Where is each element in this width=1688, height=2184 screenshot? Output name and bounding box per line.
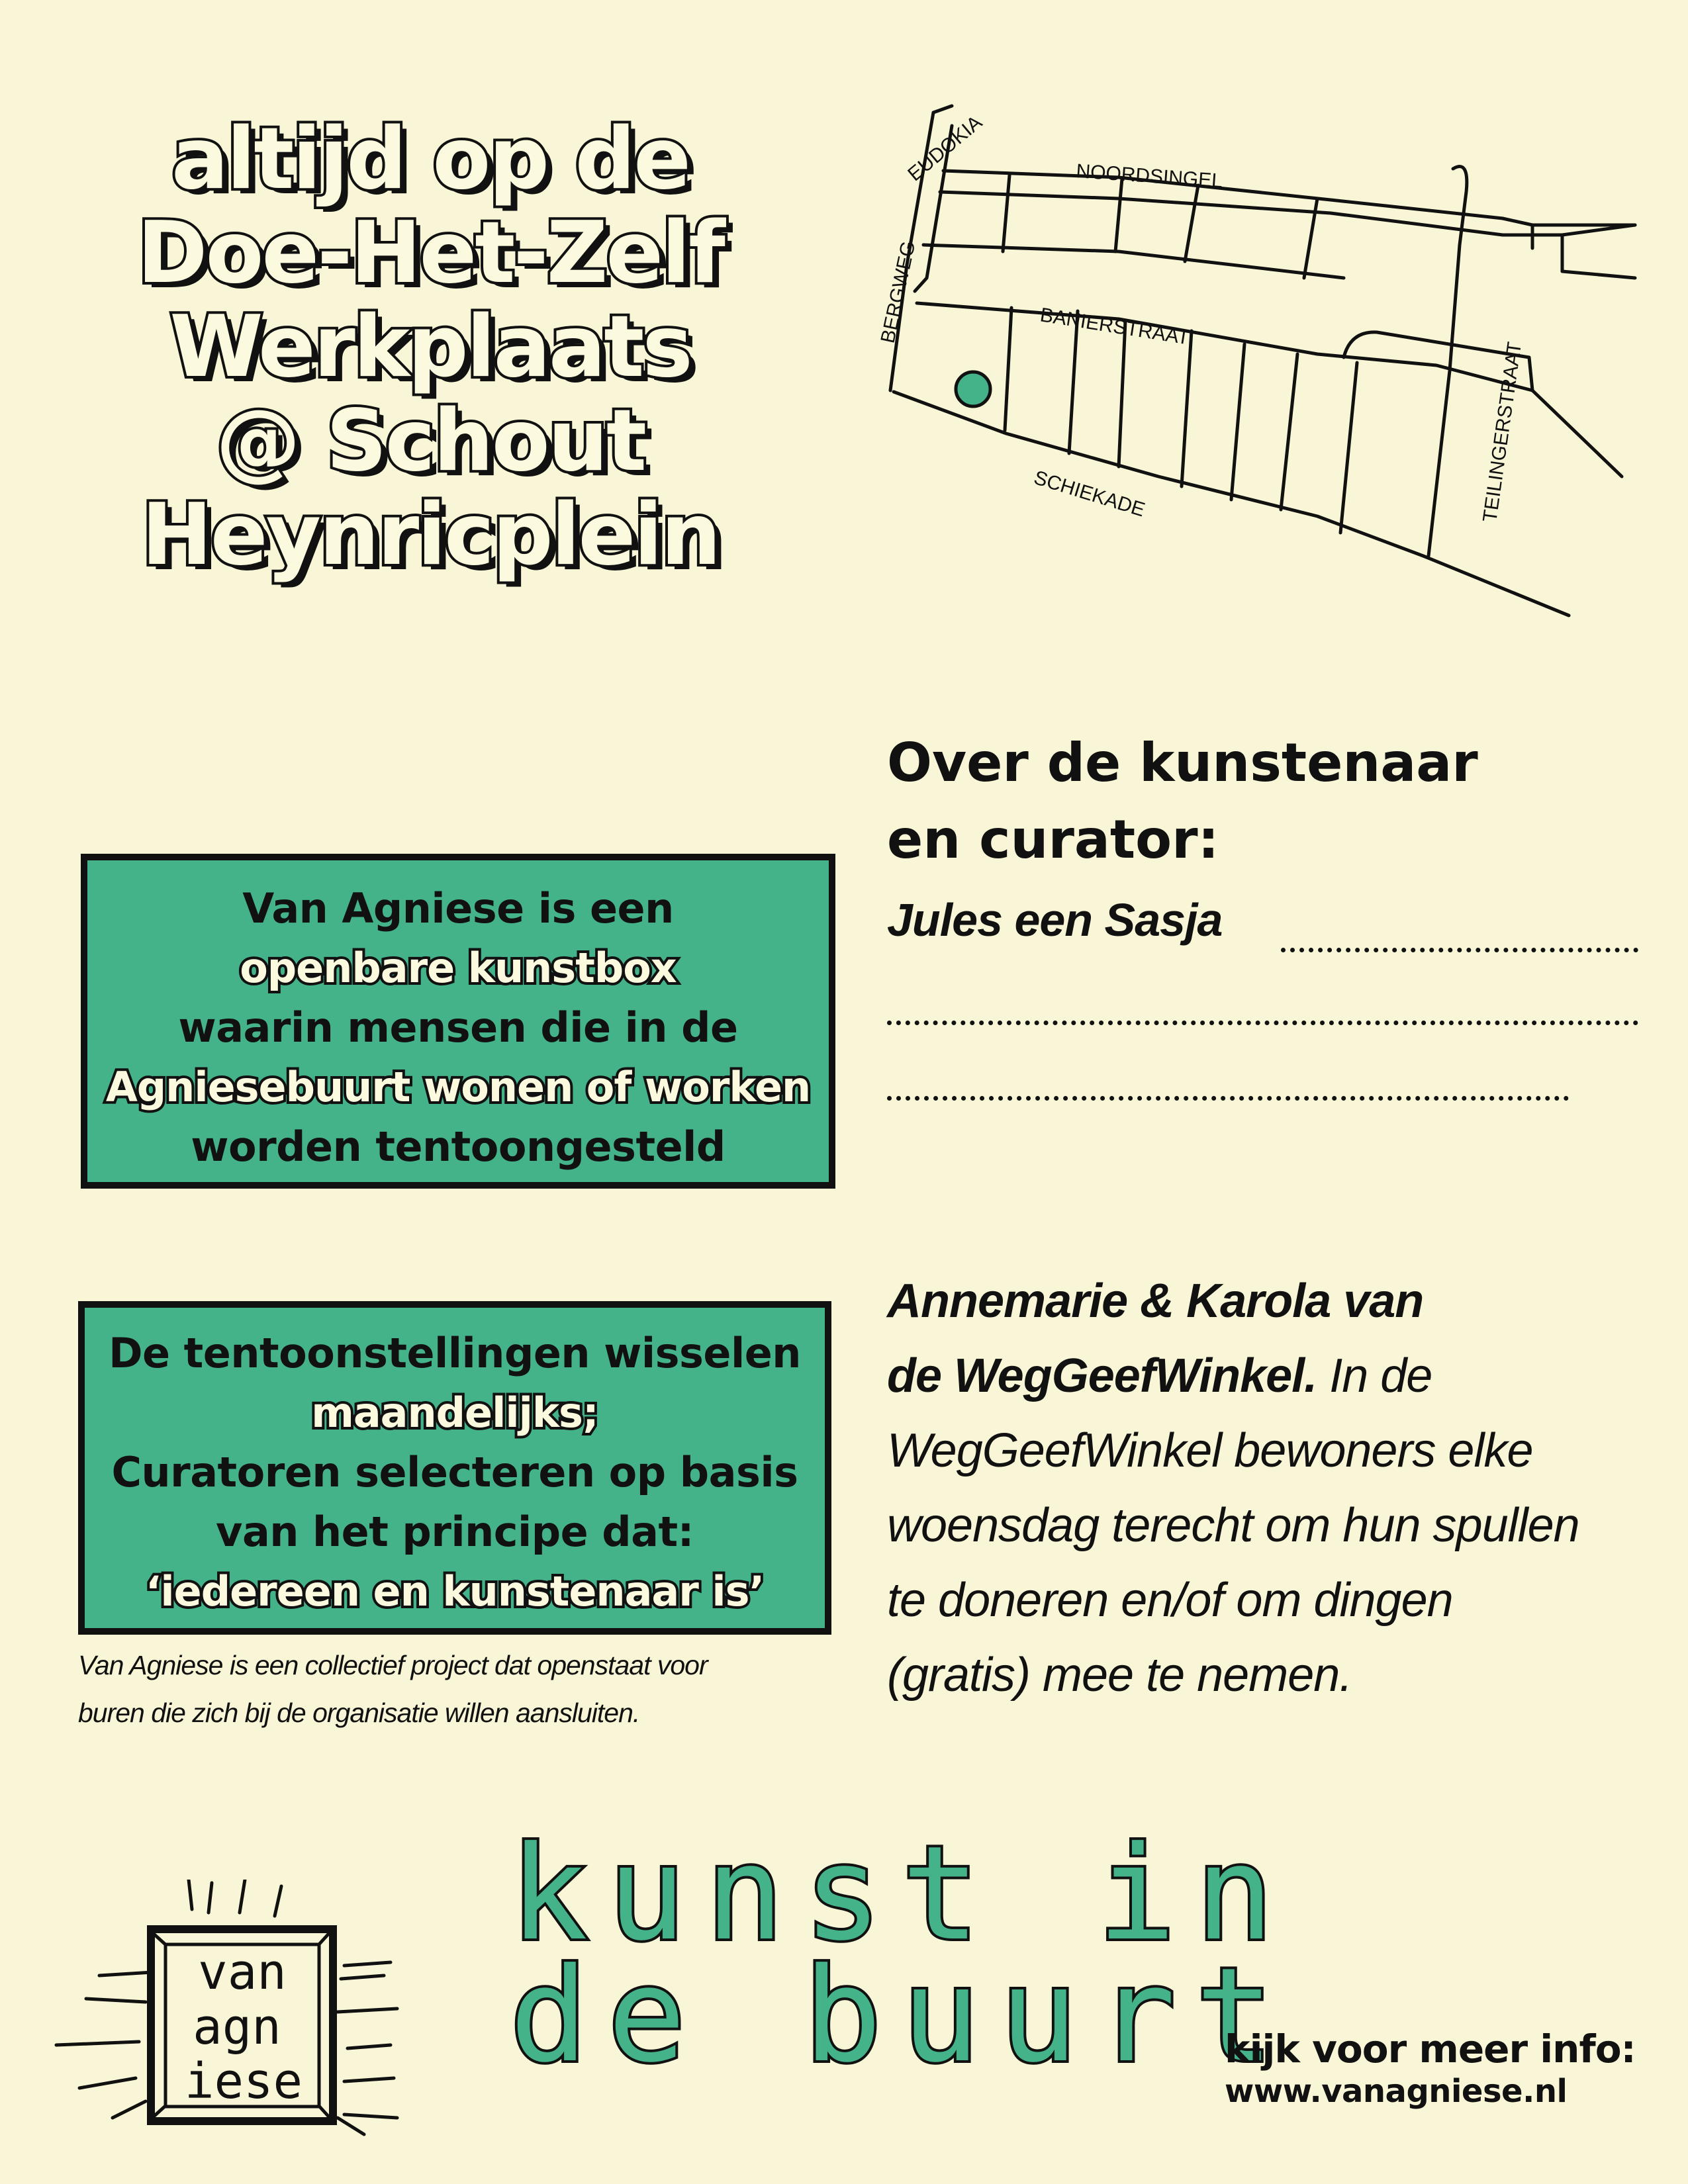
headline-line-1: altijd op de <box>171 110 689 208</box>
curator-text-5: (gratis) mee te nemen. <box>887 1649 1352 1702</box>
curator-paragraph <box>887 1264 1668 1713</box>
box1-line-2: openbare kunstbox <box>240 944 677 992</box>
location-marker <box>956 372 990 406</box>
dotted-line <box>1281 948 1638 952</box>
website-link[interactable]: www.vanagniese.nl <box>1225 2073 1568 2110</box>
logo-line-2: agn <box>193 1999 281 2056</box>
logo-line-1: van <box>198 1944 287 2001</box>
tagline-line-2: de buurt <box>510 1940 1294 2091</box>
box1-line-5: worden tentoongesteld <box>191 1122 726 1171</box>
note-line-1: Van Agniese is een collectief project dat openstaat voor <box>78 1650 708 1680</box>
curator-text-3: woensdag terecht om hun spullen <box>887 1499 1579 1552</box>
curator-text-4: te doneren en/of om dingen <box>887 1574 1453 1627</box>
info-box-kunstbox <box>81 854 835 1189</box>
logo-line-3: iese <box>184 2053 303 2110</box>
street-map <box>841 93 1648 622</box>
curator-text-1: In de <box>1317 1349 1432 1402</box>
map-label-teilingerstraat: TEILINGERSTRAAT <box>1479 340 1526 523</box>
headline-line-3: Werkplaats <box>169 298 691 396</box>
info-box-tentoonstellingen <box>78 1301 831 1635</box>
headline-line-5: Heynricplein <box>141 486 720 584</box>
more-info <box>1225 2025 1681 2110</box>
box2-line-3: Curatoren selecteren op basis <box>111 1448 798 1496</box>
van-agniese-logo <box>53 1880 450 2144</box>
about-heading <box>887 725 1648 878</box>
map-label-noordsingel: NOORDSINGEL <box>1075 160 1223 193</box>
box2-line-4: van het principe dat: <box>216 1508 694 1556</box>
dotted-line <box>887 1021 1638 1025</box>
tagline-line-1: kunst in <box>510 1819 1294 1970</box>
map-label-banierstraat: BANIERSTRAAT <box>1038 304 1192 349</box>
collective-note <box>78 1641 846 1737</box>
tagline <box>510 1819 1294 2091</box>
headline-line-2: Doe-Het-Zelf <box>137 204 724 302</box>
more-info-title: kijk voor meer info: <box>1225 2026 1636 2071</box>
map-label-schiekade: SCHIEKADE <box>1031 467 1148 522</box>
box1-line-4: Agniesebuurt wonen of worken <box>105 1063 811 1111</box>
box1-line-3: waarin mensen die in de <box>178 1003 738 1052</box>
artist-name: Jules een Sasja <box>887 894 1223 946</box>
curator-name-line-2: de WegGeefWinkel. <box>887 1349 1317 1402</box>
headline-line-4: @ Schout <box>216 392 645 490</box>
map-label-bergweg: BERGWEG <box>876 239 920 345</box>
note-line-2: buren die zich bij de organisatie willen aansluiten. <box>78 1698 640 1728</box>
about-heading-line-2: en curator: <box>887 809 1219 870</box>
curator-text-2: WegGeefWinkel bewoners elke <box>887 1424 1533 1477</box>
box1-line-1: Van Agniese is een <box>242 884 674 933</box>
dotted-line <box>887 1096 1569 1101</box>
box2-line-2: maandelijks; <box>311 1388 598 1437</box>
about-heading-line-1: Over de kunstenaar <box>887 732 1478 794</box>
box2-line-1: De tentoonstellingen wisselen <box>109 1329 801 1377</box>
headline <box>113 110 748 584</box>
map-label-eudokia: EUDOKIA <box>904 111 986 186</box>
box2-line-5: ‘iedereen en kunstenaar is’ <box>145 1567 765 1615</box>
curator-name-line-1: Annemarie & Karola van <box>887 1275 1424 1328</box>
